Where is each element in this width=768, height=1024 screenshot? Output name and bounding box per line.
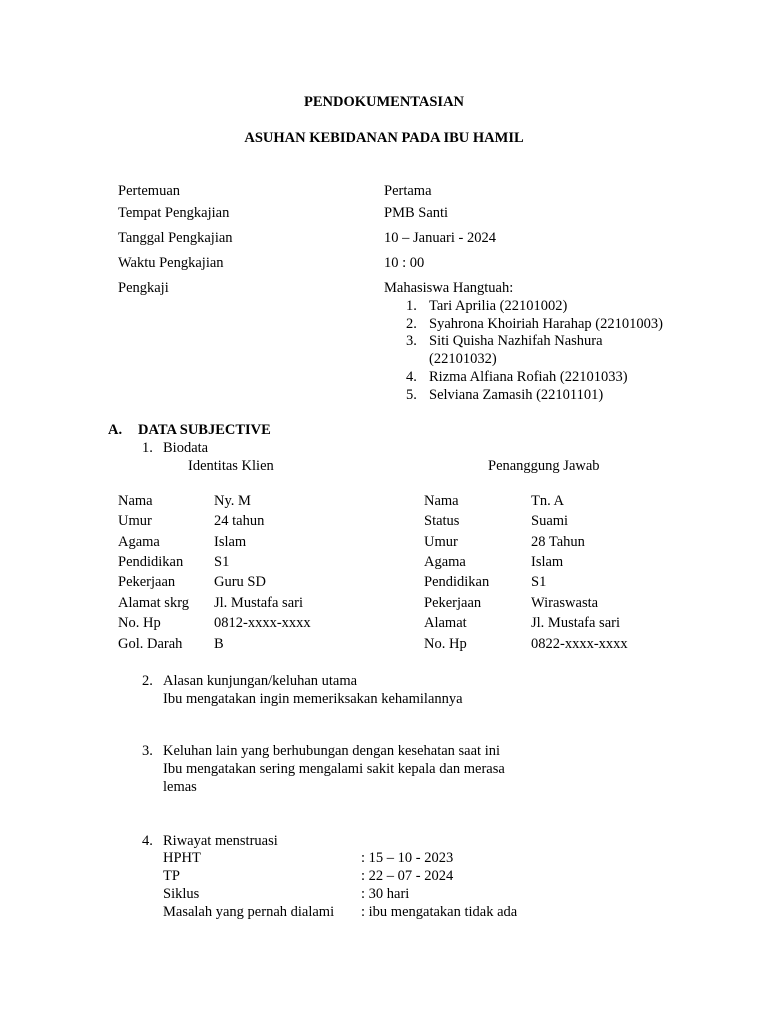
guardian-field-value: 28 Tahun — [531, 534, 585, 550]
list-item-number: 4. — [406, 369, 417, 385]
guardian-field-value: Jl. Mustafa sari — [531, 615, 620, 631]
info-value-pengkaji: Mahasiswa Hangtuah: — [384, 280, 514, 296]
item4-title: Riwayat menstruasi — [163, 833, 278, 849]
item3-title: Keluhan lain yang berhubungan dengan kesehatan saat ini — [163, 743, 501, 759]
guardian-field-label: Nama — [424, 493, 459, 509]
list-item-number: 1. — [406, 298, 417, 314]
item2-text: Ibu mengatakan ingin memeriksakan kehamilannya — [163, 691, 463, 707]
info-label-pertemuan: Pertemuan — [118, 183, 181, 199]
item2-title: Alasan kunjungan/keluhan utama — [163, 673, 358, 689]
info-value-pertemuan: Pertama — [384, 183, 432, 199]
document-subtitle: ASUHAN KEBIDANAN PADA IBU HAMIL — [244, 130, 524, 146]
client-field-label: Alamat skrg — [118, 595, 190, 611]
guardian-header: Penanggung Jawab — [488, 458, 600, 474]
guardian-field-value: 0822-xxxx-xxxx — [531, 636, 628, 652]
item3-text: Ibu mengatakan sering mengalami sakit kepala dan merasa — [163, 761, 505, 777]
menstruation-label: HPHT — [163, 850, 201, 866]
client-field-label: Nama — [118, 493, 153, 509]
client-field-value: Jl. Mustafa sari — [214, 595, 303, 611]
client-header: Identitas Klien — [188, 458, 274, 474]
biodata-number: 1. — [142, 440, 153, 456]
client-field-label: Pekerjaan — [118, 574, 176, 590]
client-field-value: Islam — [214, 534, 247, 550]
client-field-value: B — [214, 636, 224, 652]
guardian-field-label: Status — [424, 513, 460, 529]
menstruation-label: Siklus — [163, 886, 200, 902]
client-field-label: Pendidikan — [118, 554, 184, 570]
guardian-field-value: Suami — [531, 513, 569, 529]
item4-number: 4. — [142, 833, 153, 849]
menstruation-value: : 30 hari — [361, 886, 410, 902]
biodata-title: Biodata — [163, 440, 209, 456]
client-field-value: Ny. M — [214, 493, 251, 509]
guardian-field-label: Pekerjaan — [424, 595, 482, 611]
info-label-waktu: Waktu Pengkajian — [118, 255, 224, 271]
info-value-waktu: 10 : 00 — [384, 255, 425, 271]
list-item: Selviana Zamasih (22101101) — [429, 387, 604, 403]
guardian-field-value: Tn. A — [531, 493, 565, 509]
menstruation-value: : ibu mengatakan tidak ada — [361, 904, 518, 920]
info-label-tanggal: Tanggal Pengkajian — [118, 230, 233, 246]
list-item-number: 5. — [406, 387, 417, 403]
list-item: Syahrona Khoiriah Harahap (22101003) — [429, 316, 663, 332]
menstruation-value: : 22 – 07 - 2024 — [361, 868, 454, 884]
guardian-field-value: S1 — [531, 574, 547, 590]
list-item: Tari Aprilia (22101002) — [429, 298, 568, 314]
menstruation-value: : 15 – 10 - 2023 — [361, 850, 454, 866]
item3-text: lemas — [163, 779, 197, 795]
client-field-value: S1 — [214, 554, 230, 570]
client-field-label: Gol. Darah — [118, 636, 183, 652]
item2-number: 2. — [142, 673, 153, 689]
guardian-field-label: No. Hp — [424, 636, 467, 652]
section-title: DATA SUBJECTIVE — [138, 422, 271, 438]
document-title: PENDOKUMENTASIAN — [303, 94, 465, 110]
list-item-continuation: (22101032) — [429, 351, 497, 367]
list-item: Siti Quisha Nazhifah Nashura — [429, 333, 603, 349]
info-label-pengkaji: Pengkaji — [118, 280, 169, 296]
guardian-field-label: Alamat — [424, 615, 467, 631]
menstruation-label: Masalah yang pernah dialami — [163, 904, 335, 920]
client-field-value: 0812-xxxx-xxxx — [214, 615, 311, 631]
guardian-field-label: Pendidikan — [424, 574, 490, 590]
info-label-tempat: Tempat Pengkajian — [118, 205, 230, 221]
guardian-field-value: Islam — [531, 554, 564, 570]
guardian-field-value: Wiraswasta — [531, 595, 599, 611]
client-field-value: Guru SD — [214, 574, 266, 590]
guardian-field-label: Umur — [424, 534, 458, 550]
guardian-field-label: Agama — [424, 554, 466, 570]
menstruation-label: TP — [163, 868, 180, 884]
list-item-number: 2. — [406, 316, 417, 332]
section-letter: A. — [108, 422, 123, 438]
list-item-number: 3. — [406, 333, 417, 349]
info-value-tanggal: 10 – Januari - 2024 — [384, 230, 496, 246]
client-field-label: No. Hp — [118, 615, 161, 631]
client-field-value: 24 tahun — [214, 513, 265, 529]
item3-number: 3. — [142, 743, 153, 759]
info-value-tempat: PMB Santi — [384, 205, 449, 221]
list-item: Rizma Alfiana Rofiah (22101033) — [429, 369, 628, 385]
client-field-label: Umur — [118, 513, 152, 529]
client-field-label: Agama — [118, 534, 160, 550]
